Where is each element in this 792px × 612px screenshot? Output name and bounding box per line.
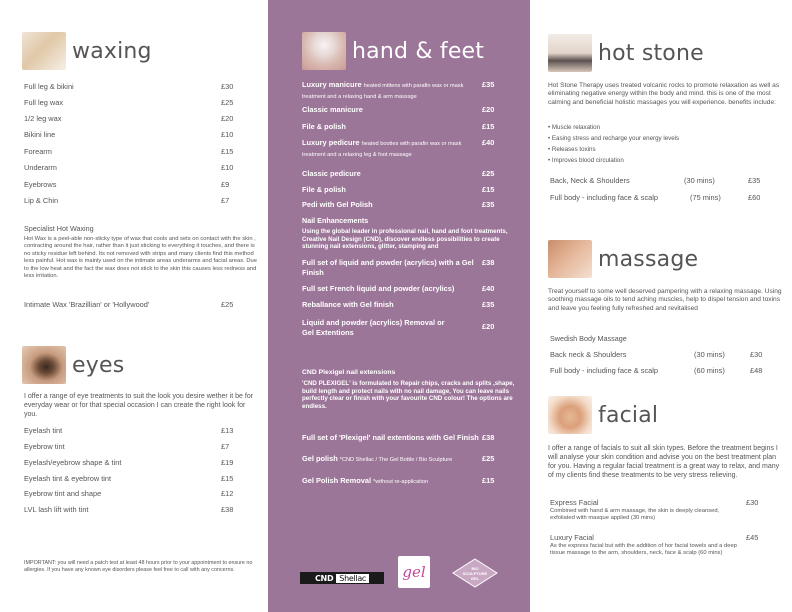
price-row: Forearm £15 bbox=[24, 147, 234, 156]
specialist-waxing-text: Hot Wax is a peel-able non-sticky type of wax that cools and sets on contact with the skin , contracting around the hair, rather than it just sticking to everything it touches, and there is no sticky residue left behind. Its not removed with strips and many clients find this method less painful. Hot wax is mainly used on the intimate areas underarms and facial areas. Due to the low heat and the fact the wax does not stick to the skin this causes less redness and less irritation. bbox=[24, 236, 257, 280]
price-row: Gel polish *CND Shellac / The Gel Bottle / Bio Sculpture £25 bbox=[302, 454, 495, 463]
cnd-plexigel-title: CND Plexigel nail extensions bbox=[302, 369, 396, 376]
price-row: Liquid and powder (acrylics) Removal or Gel Extentions £20 bbox=[302, 318, 495, 337]
eyes-heading bbox=[22, 346, 124, 384]
price-row: Intimate Wax 'Brazillian' or 'Hollywood' £25 bbox=[24, 300, 234, 309]
price-row: Full set of 'Plexigel' nail extentions with Gel Finish £38 bbox=[302, 433, 495, 442]
facial-intro: I offer a range of facials to suit all skin types. Before the treatment begins I will analyse your skin condition and advise you on the best treatment plan for you. Having a regular facial treatment is a great way to relax, and many of my clients find these treatments to be very stress relieving. bbox=[548, 445, 780, 479]
price-row: Lip & Chin £7 bbox=[24, 196, 230, 205]
massage-photo bbox=[548, 240, 592, 278]
price-row: Luxury Facial £45 bbox=[550, 533, 759, 542]
eyes-intro: I offer a range of eye treatments to suit the look you desire wether it be for everyday wear or for that special occasion I can create the right look for you. bbox=[24, 393, 254, 418]
price-row: Eyelash tint & eyebrow tint £15 bbox=[24, 474, 234, 483]
hand-feet-heading bbox=[302, 32, 484, 70]
massage-intro: Treat yourself to some well deserved pampering with a relaxing massage. Using soothing massage oils to tend aching muscles, help to dispel tension and toxins and leave you feeling fully refreshed and revitalised bbox=[548, 288, 782, 312]
massage-title: massage bbox=[598, 246, 699, 272]
facial-title: facial bbox=[598, 402, 659, 428]
price-row: Full set French liquid and powder (acrylics) £40 bbox=[302, 284, 495, 293]
eyes-title: eyes bbox=[72, 352, 125, 378]
hand-feet-title: hand & feet bbox=[352, 38, 485, 64]
list-item: • Releases toxins bbox=[548, 144, 679, 155]
hand-feet-photo bbox=[302, 32, 346, 70]
hot-stone-intro: Hot Stone Therapy uses treated volcanic rocks to promote relaxation as well as eliminating negative energy within the body and mind. this is one of the most calming and beneficial holistic massages you will experience. benefits include: bbox=[548, 82, 780, 106]
cnd-plexigel-text: 'CND PLEXIGEL' is formulated to Repair chips, cracks and splits ,shape, build length and protect nails with no nail damage, You can leave nails perfectly clear or finish with your favourite CND colour! The options are endless. bbox=[302, 380, 515, 410]
price-row: Bikini line £10 bbox=[24, 130, 234, 139]
important-note: IMPORTANT: you will need a patch test at least 48 hours prior to your appointment to ensure no allergies. If you have any known eye disorders please feel free to call with any concerns. bbox=[24, 560, 253, 574]
price-row: Underarm £10 bbox=[24, 163, 234, 172]
benefits-list bbox=[548, 122, 679, 166]
eyes-photo bbox=[22, 346, 66, 384]
price-row: Back neck & Shoulders (30 mins) £30 bbox=[550, 350, 763, 359]
waxing-photo bbox=[22, 32, 66, 70]
facial-photo bbox=[548, 396, 592, 434]
swedish-massage-title: Swedish Body Massage bbox=[550, 334, 627, 343]
facial-heading bbox=[548, 396, 658, 434]
price-row: Back, Neck & Shoulders (30 mins) £35 bbox=[550, 176, 761, 185]
hot-stone-heading bbox=[548, 34, 704, 72]
hot-stone-photo bbox=[548, 34, 592, 72]
price-row: Pedi with Gel Polish £35 bbox=[302, 200, 495, 209]
price-row: Luxury pedicure heated booties with parafin wax or mask treatment and a relaxing leg & foot massage £40 bbox=[302, 138, 495, 158]
price-row: File & polish £15 bbox=[302, 185, 495, 194]
hand-feet-column bbox=[268, 0, 530, 612]
price-row: LVL lash lift with tint £38 bbox=[24, 505, 234, 514]
price-row: Classic pedicure £25 bbox=[302, 169, 495, 178]
waxing-heading bbox=[22, 32, 152, 70]
massage-heading bbox=[548, 240, 698, 278]
price-row: File & polish £15 bbox=[302, 122, 495, 131]
price-row: Eyebrow tint and shape £12 bbox=[24, 489, 234, 498]
svg-text:SCULPTURE: SCULPTURE bbox=[462, 571, 488, 576]
svg-text:BIO: BIO bbox=[471, 566, 479, 571]
waxing-eyes-column bbox=[0, 0, 268, 612]
price-row: Luxury manicure heated mittens with parafin wax or mask treatment and a relaxing hand & arm masssge £35 bbox=[302, 80, 495, 100]
list-item: • Improves blood circulation bbox=[548, 155, 679, 166]
price-row: Classic manicure £20 bbox=[302, 105, 495, 114]
price-row: Full set of liquid and powder (acrylics) with a Gel Finish £38 bbox=[302, 258, 495, 277]
hot-stone-massage-facial-column bbox=[530, 0, 792, 612]
price-row: Reballance with Gel finish £35 bbox=[302, 300, 495, 309]
price-row: Full leg wax £25 bbox=[24, 98, 234, 107]
price-row: Eyebrows £9 bbox=[24, 180, 230, 189]
list-item: • Muscle relaxation bbox=[548, 122, 679, 133]
express-facial-desc: Combined with hand & arm massage, the skin is deeply cleansed, exfoliated with masque applied (30 mins) bbox=[550, 508, 720, 522]
svg-text:GEL: GEL bbox=[470, 576, 480, 581]
price-row: Eyebrow tint £7 bbox=[24, 442, 230, 451]
price-row: Eyelash tint £13 bbox=[24, 426, 234, 435]
specialist-waxing-title: Specialist Hot Waxing bbox=[24, 224, 94, 233]
nail-enhancements-text: Using the global leader in professional nail, hand and foot treatments, Creative Nail Design (CND), discover endless possibilities to create stunning nail extensions, glitter, stamping and bbox=[302, 228, 508, 251]
price-row: Full body - including face & scalp (60 mins) £48 bbox=[550, 366, 763, 375]
waxing-title: waxing bbox=[72, 38, 152, 64]
price-row: Gel Polish Removal *without re-application £15 bbox=[302, 476, 495, 485]
hot-stone-title: hot stone bbox=[598, 40, 704, 66]
cnd-shellac-logo: CND Shellac bbox=[300, 572, 384, 584]
luxury-facial-desc: As the express facial but with the addition of hor facial towels and a deep tissue massage to the arm, shoulders, neck, face & scalp (60 mins) bbox=[550, 543, 737, 557]
bio-sculpture-logo bbox=[452, 558, 498, 588]
price-row: Full leg & bikini £30 bbox=[24, 82, 234, 91]
list-item: • Easing stress and recharge your energy levels bbox=[548, 133, 679, 144]
gel-bottle-logo: gel bbox=[398, 556, 430, 588]
price-row: Eyelash/eyebrow shape & tint £19 bbox=[24, 458, 234, 467]
price-row: Express Facial £30 bbox=[550, 498, 759, 507]
nail-enhancements-title: Nail Enhancements bbox=[302, 216, 369, 225]
price-row: Full body - including face & scalp (75 mins) £60 bbox=[550, 193, 761, 202]
price-row: 1/2 leg wax £20 bbox=[24, 114, 234, 123]
